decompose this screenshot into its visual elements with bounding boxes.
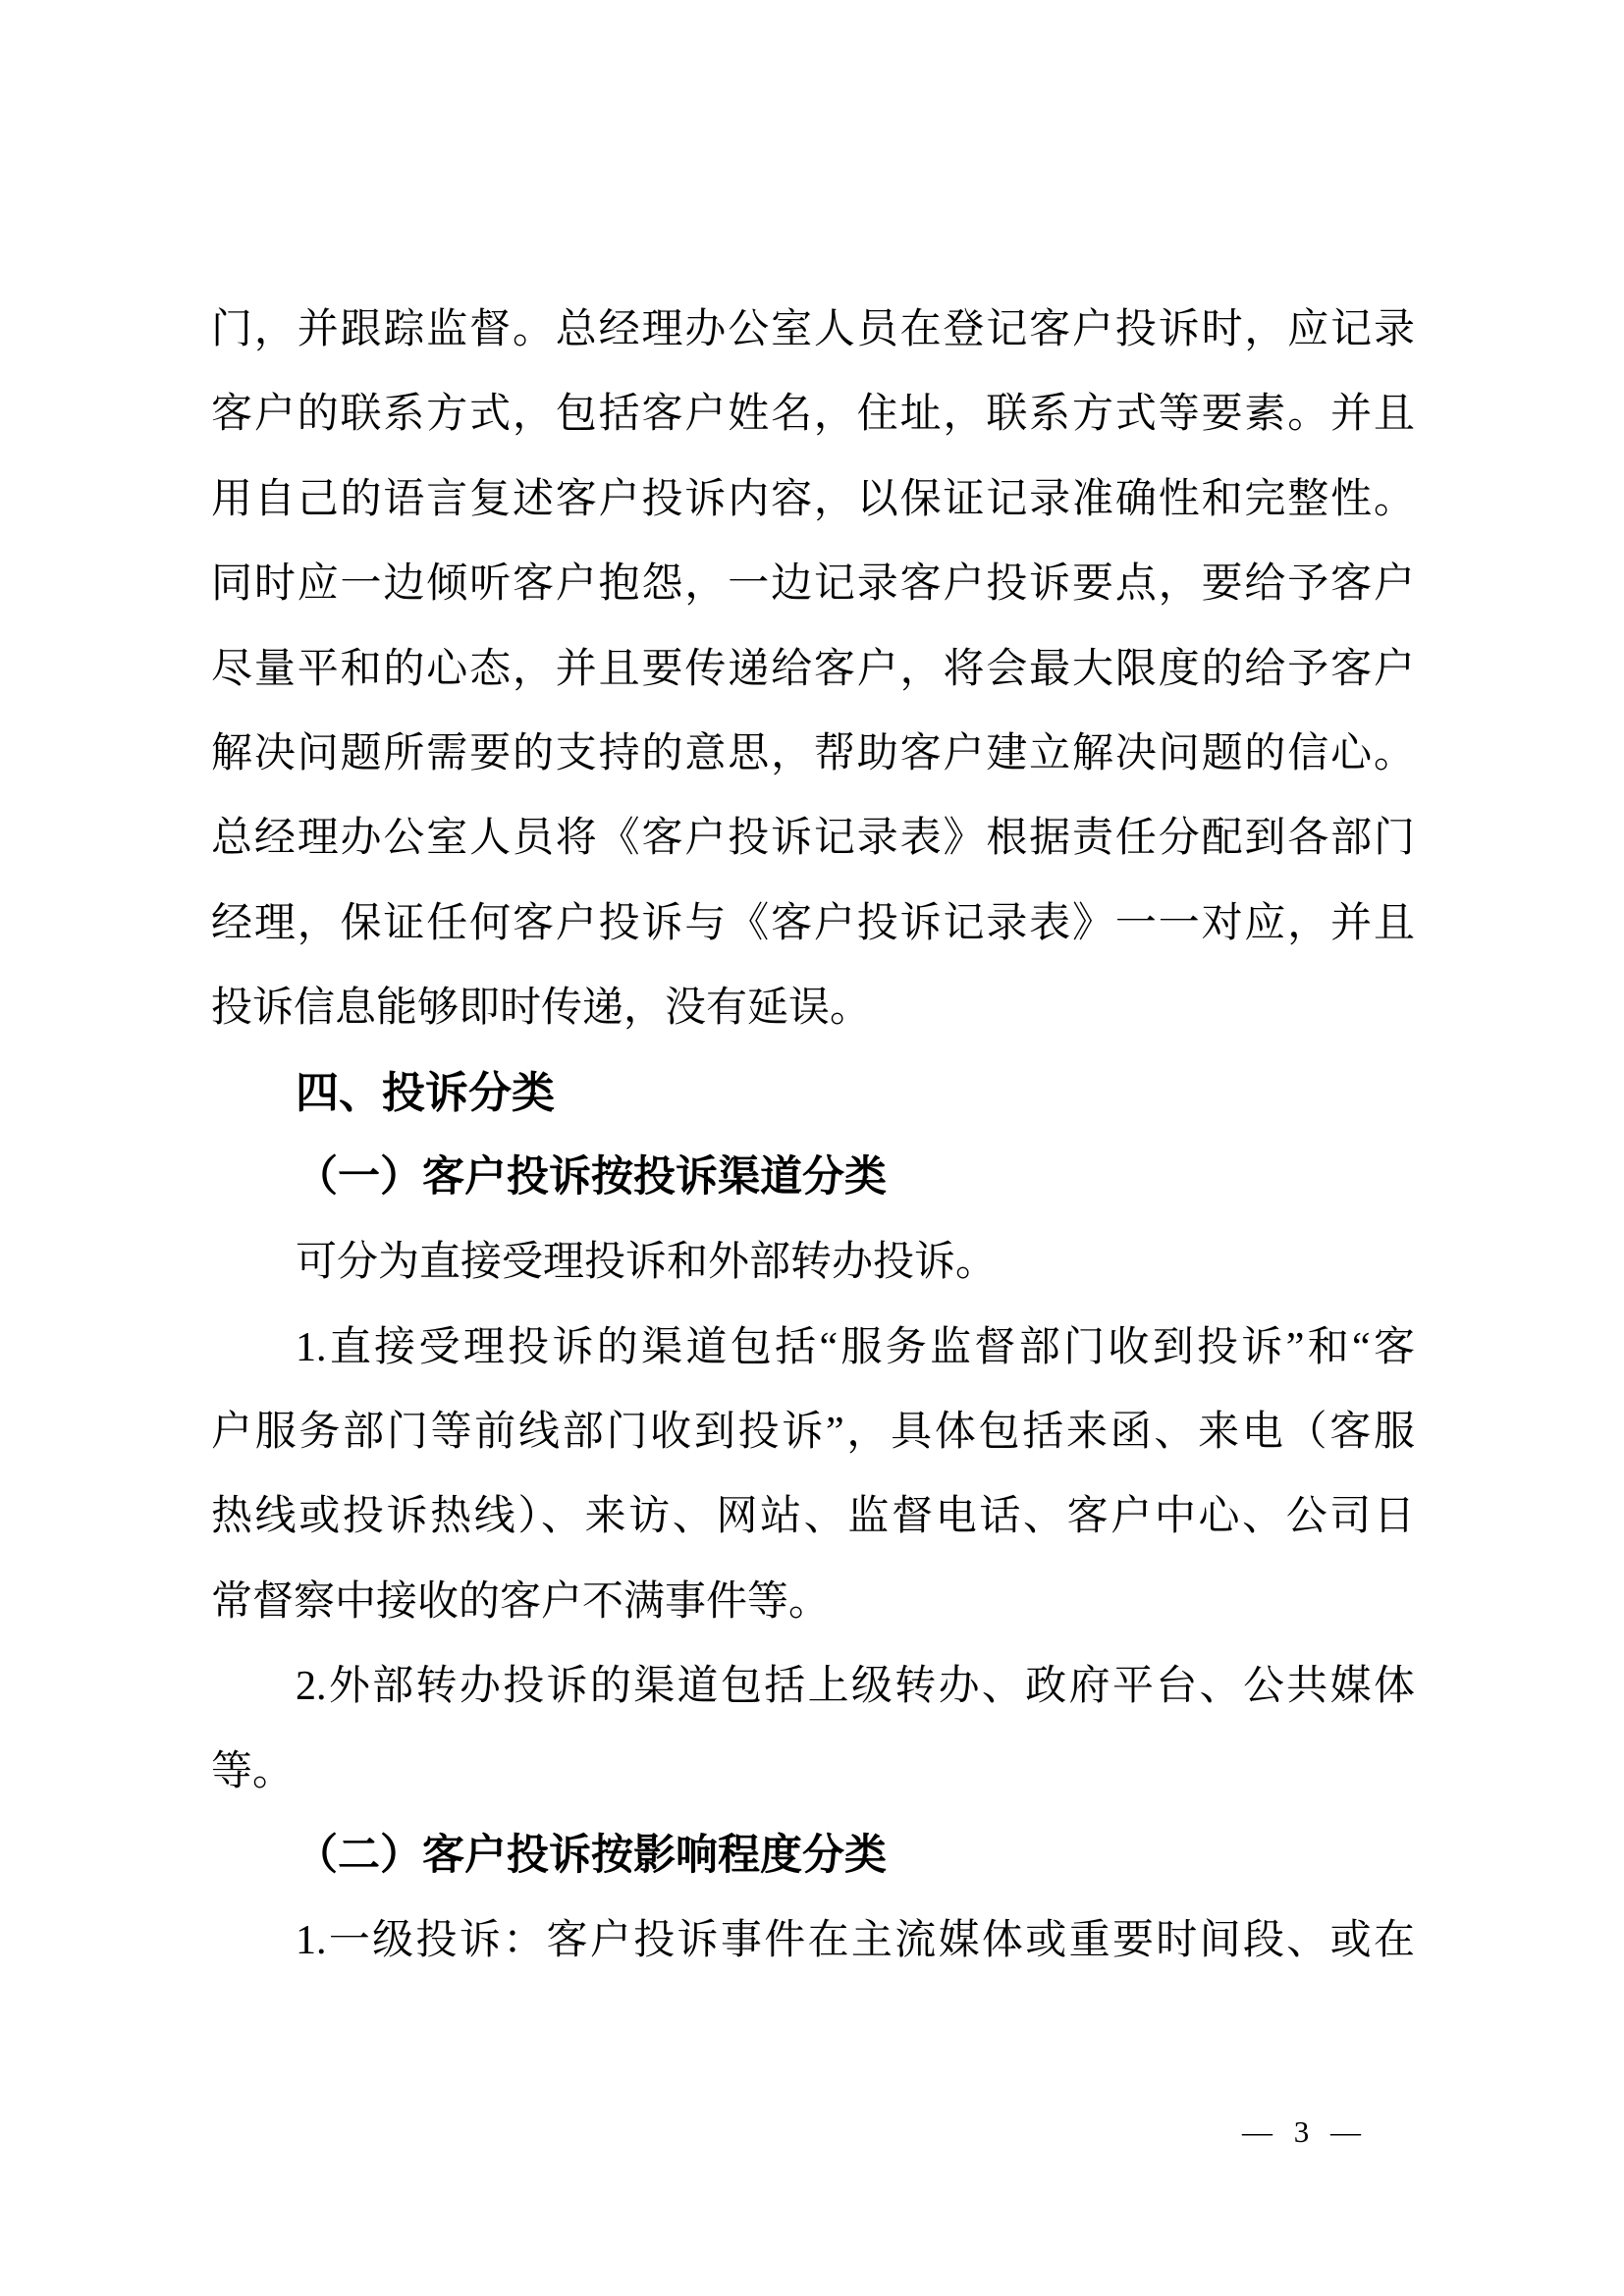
- section-heading-complaint-classification: 四、投诉分类: [296, 1068, 555, 1117]
- text-line: 解决问题所需要的支持的意思，帮助客户建立解决问题的信心。: [211, 730, 1415, 776]
- text-line: 总经理办公室人员将《客户投诉记录表》根据责任分配到各部门: [211, 816, 1415, 862]
- text-line: 尽量平和的心态，并且要传递给客户，将会最大限度的给予客户: [211, 646, 1415, 692]
- document-text-block: [211, 288, 1415, 1984]
- text-line-item-2: 2.外部转办投诉的渠道包括上级转办、政府平台、公共媒体: [296, 1664, 1415, 1710]
- text-line-item-1: 1.直接受理投诉的渠道包括“服务监督部门收到投诉”和“客: [296, 1324, 1415, 1370]
- text-line: 户服务部门等前线部门收到投诉”，具体包括来函、来电（客服: [211, 1410, 1415, 1456]
- text-line-item-1-level: 1.一级投诉：客户投诉事件在主流媒体或重要时间段、或在: [296, 1918, 1415, 1964]
- text-line: 同时应一边倾听客户抱怨，一边记录客户投诉要点，要给予客户: [211, 561, 1415, 608]
- text-line: 经理，保证任何客户投诉与《客户投诉记录表》一一对应，并且: [211, 900, 1415, 946]
- text-line: 投诉信息能够即时传递，没有延误。: [211, 986, 872, 1032]
- text-line: 等。: [211, 1748, 295, 1794]
- subheading-by-impact: （二）客户投诉按影响程度分类: [296, 1833, 887, 1880]
- text-line: 门，并跟踪监督。总经理办公室人员在登记客户投诉时，应记录: [211, 307, 1415, 352]
- text-line: 用自己的语言复述客户投诉内容，以保证记录准确性和完整性。: [211, 476, 1415, 522]
- page-number: — 3 —: [1242, 2114, 1363, 2149]
- subheading-by-channel: （一）客户投诉按投诉渠道分类: [296, 1153, 887, 1201]
- text-line: 可分为直接受理投诉和外部转办投诉。: [296, 1240, 998, 1286]
- text-line: 热线或投诉热线）、来访、网站、监督电话、客户中心、公司日: [211, 1494, 1415, 1540]
- text-line: 常督察中接收的客户不满事件等。: [211, 1578, 831, 1625]
- text-line: 客户的联系方式，包括客户姓名，住址，联系方式等要素。并且: [211, 392, 1415, 438]
